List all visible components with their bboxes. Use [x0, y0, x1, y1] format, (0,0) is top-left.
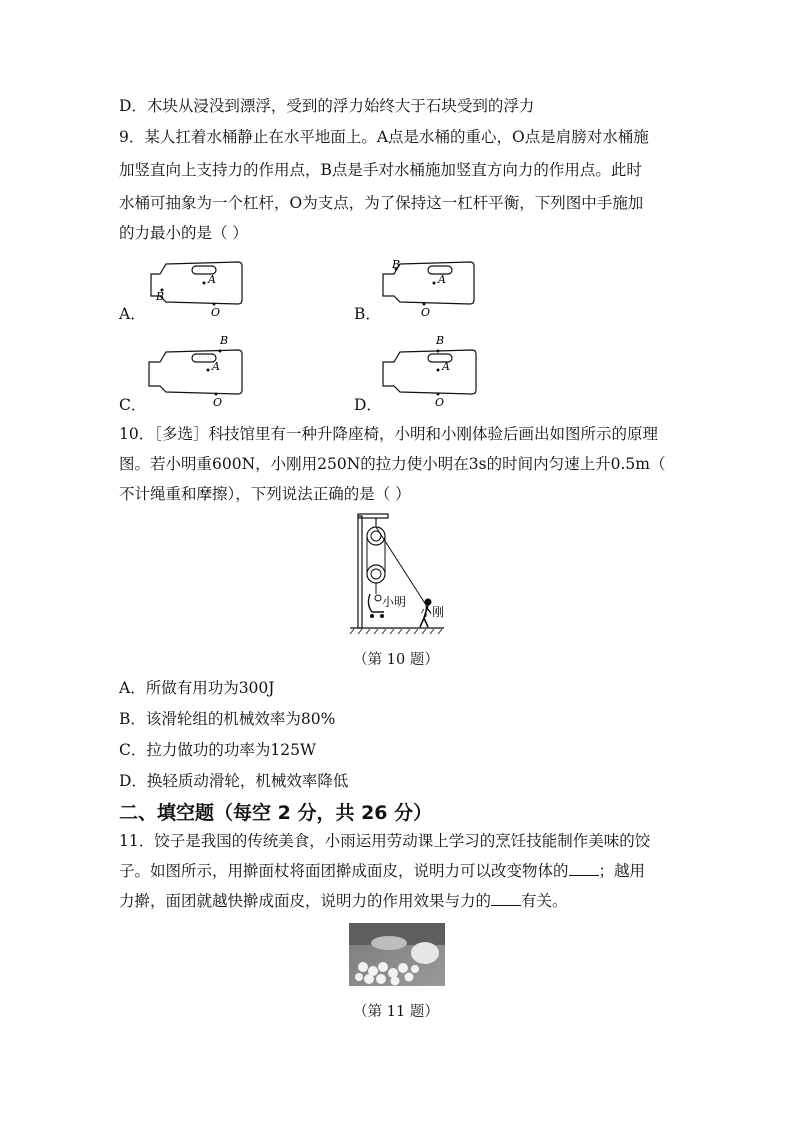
q9-option-b-label[interactable]: B．: [354, 305, 381, 323]
q11-caption: （第 11 题）: [353, 1004, 439, 1020]
section-2-heading: 二、填空题（每空 2 分，共 26 分）: [119, 802, 433, 824]
q9-a-point-b: B: [156, 290, 165, 303]
q10-option-a[interactable]: A．所做有用功为300J: [119, 679, 275, 697]
q9-b-point-o: O: [421, 306, 431, 318]
q10-option-b[interactable]: B．该滑轮组的机械效率为80%: [119, 710, 336, 728]
q9-option-c-label[interactable]: C．: [119, 396, 147, 414]
q10-pulley-figure: [348, 512, 448, 636]
q9-d-point-b: B: [436, 334, 445, 347]
q8-option-d: D．木块从浸没到漂浮，受到的浮力始终大于石块受到的浮力: [119, 97, 535, 115]
q9-b-point-b: B: [392, 258, 401, 271]
q11-line-2: [119, 860, 645, 882]
q9-line-1: 9．某人扛着水桶静止在水平地面上。A点是水桶的重心，O点是肩膀对水桶施: [119, 128, 649, 146]
q9-d-point-o: O: [435, 396, 445, 408]
q9-a-point-o: O: [211, 306, 221, 318]
q9-figure-a: [148, 252, 244, 318]
q10-option-c[interactable]: C．拉力做功的功率为125W: [119, 741, 316, 759]
q10-label-xiaoming: 小明: [382, 595, 407, 609]
q11-line-1: 11．饺子是我国的传统美食，小雨运用劳动课上学习的烹饪技能制作美味的饺: [119, 832, 651, 850]
q9-c-point-a: A: [212, 360, 220, 373]
q9-line-3: 水桶可抽象为一个杠杆，O为支点，为了保持这一杠杆平衡，下列图中手施加: [119, 194, 644, 212]
q11-line-3-text-pre: 力擀，面团就越快擀成面皮，说明力的作用效果与力的: [119, 892, 492, 910]
q10-label-xiaogang: 小刚: [420, 605, 445, 619]
q9-c-point-o: O: [213, 396, 223, 408]
q9-option-d-label[interactable]: D．: [354, 396, 382, 414]
q9-c-point-b: B: [220, 334, 229, 347]
q10-line-3: 不计绳重和摩擦），下列说法正确的是（ ）: [119, 485, 411, 503]
q11-dumpling-photo: [349, 923, 445, 986]
q9-line-2: 加竖直向上支持力的作用点，B点是手对水桶施加竖直方向力的作用点。此时: [119, 161, 642, 179]
q9-option-a-label[interactable]: A．: [119, 305, 146, 323]
q10-line-2: 图。若小明重600N，小刚用250N的拉力使小明在3s的时间内匀速上升0.5m（: [119, 455, 666, 473]
q9-figure-c: [146, 332, 244, 408]
q11-blank-1[interactable]: [569, 861, 599, 876]
q11-line-2-text-post: ；越用: [598, 862, 646, 880]
q9-a-point-a: A: [208, 273, 216, 286]
q11-line-3-text-post: 有关。: [521, 892, 568, 910]
q9-b-point-a: A: [438, 273, 446, 286]
q10-option-d[interactable]: D．换轻质动滑轮，机械效率降低: [119, 772, 349, 790]
q11-line-2-text-pre: 子。如图所示，用擀面杖将面团擀成面皮，说明力可以改变物体的: [119, 862, 569, 880]
q11-line-3: [119, 890, 568, 912]
q9-figure-d: [378, 332, 478, 408]
q9-figure-b: [378, 252, 476, 318]
q11-blank-2[interactable]: [491, 891, 521, 906]
q10-caption: （第 10 题）: [353, 652, 439, 668]
q10-line-1: 10．［多选］科技馆里有一种升降座椅，小明和小刚体验后画出如图所示的原理: [119, 425, 658, 443]
q9-d-point-a: A: [442, 360, 450, 373]
q9-line-4: 的力最小的是（ ）: [119, 224, 248, 242]
